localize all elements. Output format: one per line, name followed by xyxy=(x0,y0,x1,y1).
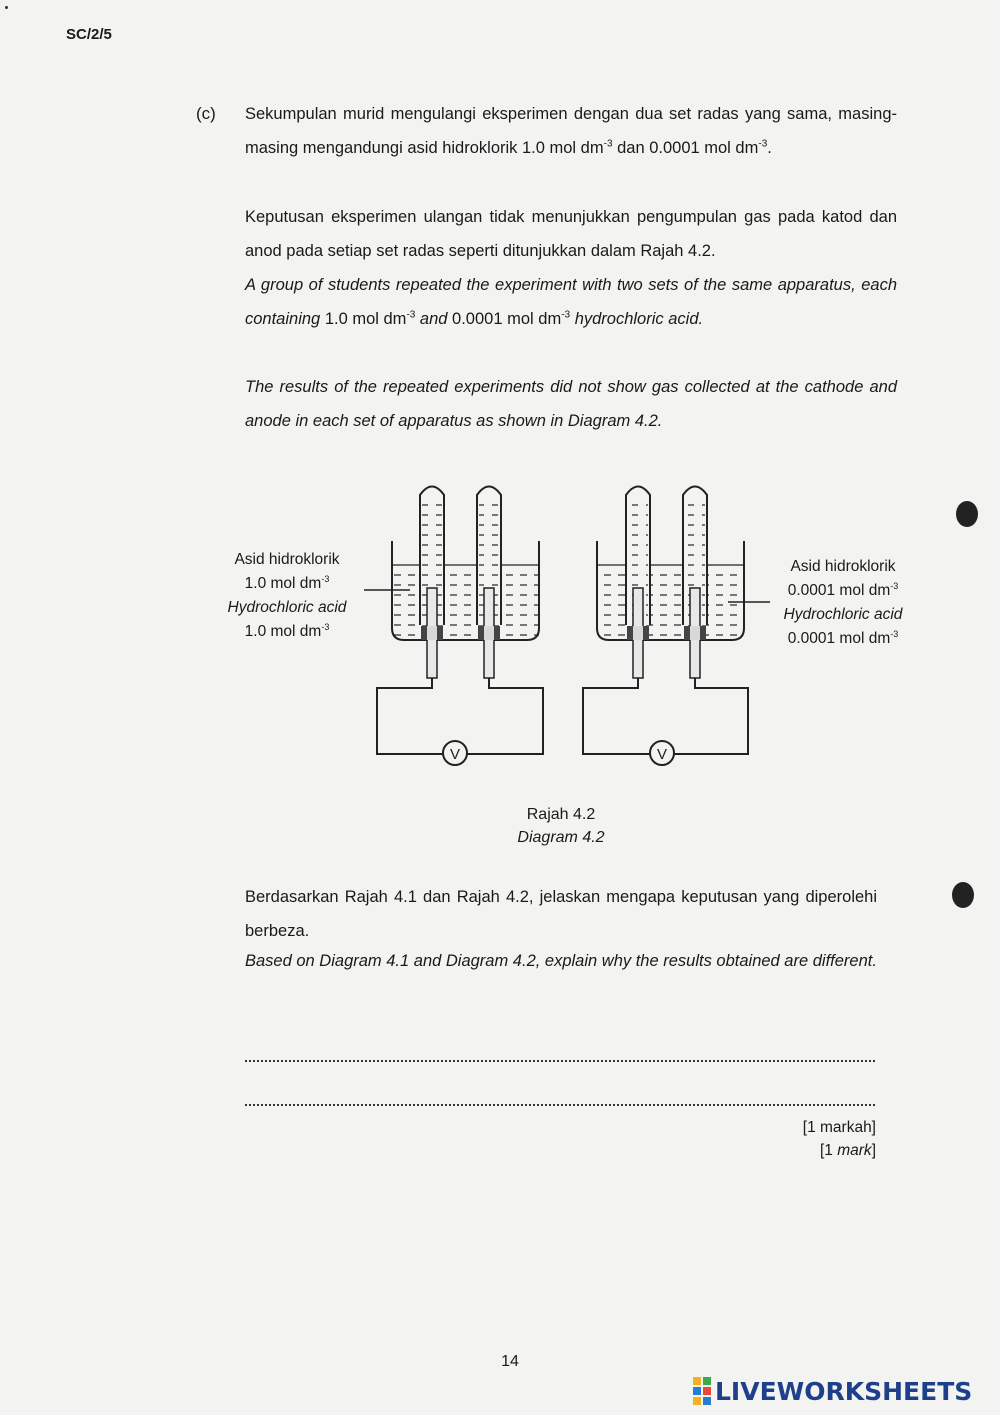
marks-en: [1 mark] xyxy=(820,1142,876,1159)
answer-line-1[interactable] xyxy=(245,1060,875,1062)
left-acid-label: Asid hidroklorik 1.0 mol $dm^{-3}$ Hydrochloric acid 1.0 mol $dm^{-3}$ xyxy=(227,551,347,640)
liveworksheets-logo-icon xyxy=(693,1377,711,1405)
svg-text:V: V xyxy=(656,746,668,763)
liveworksheets-watermark xyxy=(693,1375,972,1407)
right-acid-label: Asid hidroklorik 0.0001 mol $dm^{-3}$ Hydrochloric acid 0.0001 mol $dm^{-3}$ xyxy=(783,558,903,647)
right-apparatus xyxy=(583,487,770,766)
page-number: 14 xyxy=(501,1353,519,1370)
question-result-ms: Keputusan eksperimen ulangan tidak menunjukkan pengumpulan gas pada katod dan anod pada setiap set radas seperti ditunjukkan dalam Rajah 4.2. xyxy=(245,208,897,260)
question-intro-ms: Sekumpulan murid mengulangi eksperimen dengan dua set radas yang sama, masing-masing mengandungi asid hidroklorik 1.0 mol $dm^{-3}$ dan 0.0001 mol $dm^{-3}$. xyxy=(245,105,897,157)
diagram-caption-ms: Rajah 4.2 xyxy=(526,806,596,823)
right-liquid xyxy=(598,566,744,637)
task-ms: Berdasarkan Rajah 4.1 dan Rajah 4.2, jelaskan mengapa keputusan yang diperolehi berbeza. xyxy=(245,888,877,940)
question-result-en: The results of the repeated experiments did not show gas collected at the cathode and anode in each set of apparatus as shown in Diagram 4.2. xyxy=(245,378,897,430)
svg-text:V: V xyxy=(449,746,461,763)
punch-hole-bottom xyxy=(952,882,974,908)
left-liquid xyxy=(393,566,539,637)
answer-line-2[interactable] xyxy=(245,1104,875,1106)
marks-ms: [1 markah] xyxy=(802,1119,876,1136)
paper-code: SC/2/5 xyxy=(66,26,112,43)
question-label: (c) xyxy=(196,104,216,123)
question-intro-en: A group of students repeated the experiment with two sets of the same apparatus, each containing 1.0 mol $dm^{-3}$ and 0.0001 mol $dm^{-3}$ hydrochloric acid. xyxy=(245,276,897,328)
punch-hole-top xyxy=(956,501,978,527)
left-apparatus xyxy=(364,487,543,766)
task-en: Based on Diagram 4.1 and Diagram 4.2, explain why the results obtained are different. xyxy=(245,952,877,970)
diagram-caption-en: Diagram 4.2 xyxy=(517,829,605,846)
watermark-text: LIVEWORKSHEETS xyxy=(715,1376,973,1406)
